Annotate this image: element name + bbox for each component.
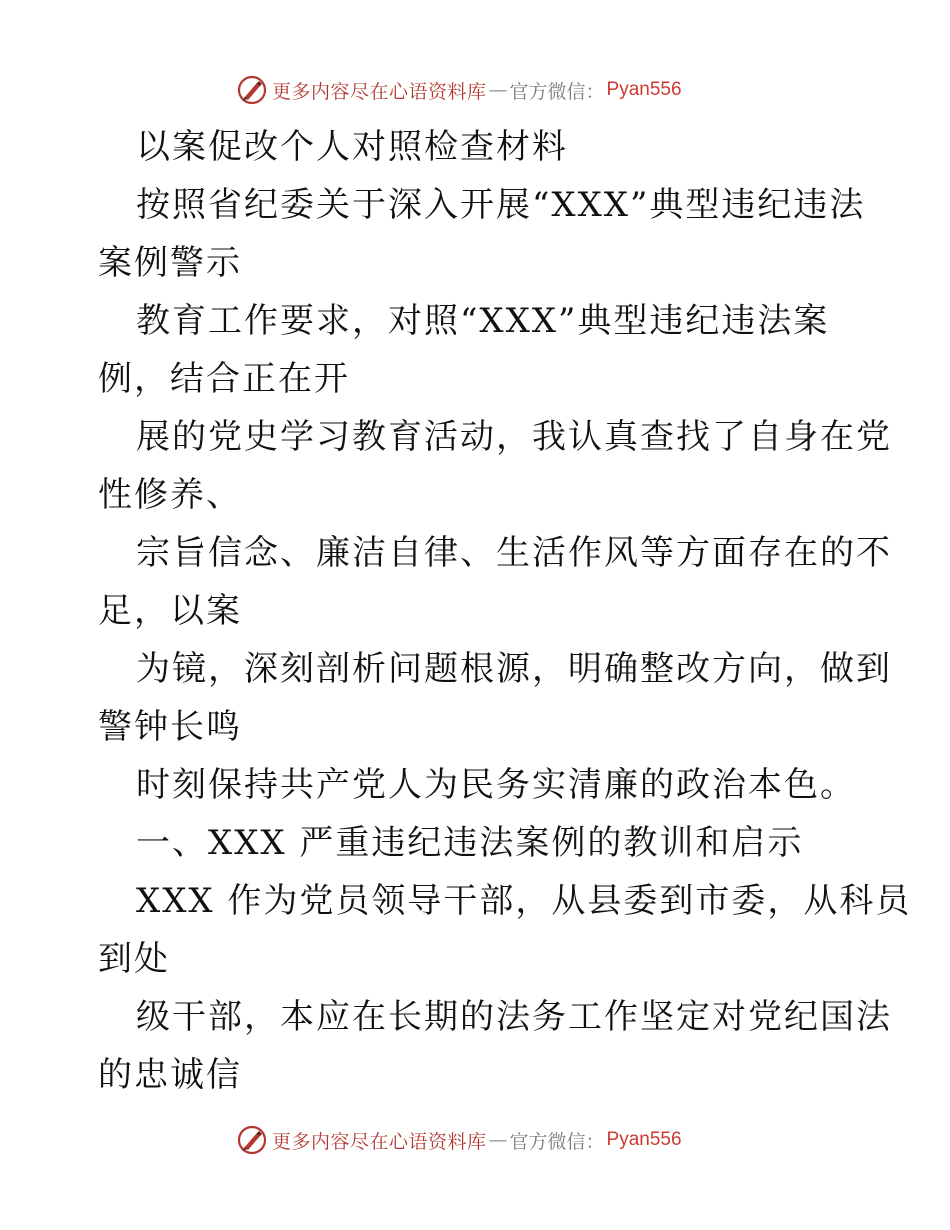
pen-logo-icon	[236, 74, 268, 106]
watermark-wechat-id: Pyan556	[606, 79, 682, 100]
watermark-separator: —	[488, 79, 508, 101]
paragraph-line: 足，以案	[98, 591, 242, 631]
paragraph-line: 按照省纪委关于深入开展“XXX”典型违纪违法	[136, 185, 866, 225]
paragraph-line: 时刻保持共产党人为民务实清廉的政治本色。	[136, 765, 856, 805]
watermark-official-label: 官方微信：	[509, 80, 605, 103]
paragraph-line: 性修养、	[98, 475, 242, 515]
watermark-official-label: 官方微信：	[509, 1130, 605, 1153]
paragraph-line: 展的党史学习教育活动，我认真查找了自身在党	[136, 417, 892, 457]
footer-watermark	[236, 1124, 682, 1156]
paragraph-line: 到处	[98, 939, 170, 979]
pen-logo-icon	[236, 1124, 268, 1156]
paragraph-line: 教育工作要求，对照“XXX”典型违纪违法案	[136, 301, 830, 341]
paragraph-line: 例，结合正在开	[98, 359, 350, 399]
paragraph-line: 为镜，深刻剖析问题根源，明确整改方向，做到	[136, 649, 892, 689]
watermark-brand: 更多内容尽在心语资料库	[272, 80, 487, 103]
paragraph-line: 宗旨信念、廉洁自律、生活作风等方面存在的不	[136, 533, 892, 573]
paragraph-line: XXX 作为党员领导干部，从县委到市委，从科员	[136, 881, 912, 921]
section-heading: 一、XXX 严重违纪违法案例的教训和启示	[136, 823, 804, 863]
paragraph-line: 级干部，本应在长期的法务工作坚定对党纪国法	[136, 997, 892, 1037]
document-title: 以案促改个人对照检查材料	[136, 127, 568, 167]
watermark-wechat-id: Pyan556	[606, 1129, 682, 1150]
watermark-separator: —	[488, 1129, 508, 1151]
paragraph-line: 警钟长鸣	[98, 707, 242, 747]
paragraph-line: 案例警示	[98, 243, 242, 283]
paragraph-line: 的忠诚信	[98, 1055, 242, 1095]
header-watermark	[236, 74, 682, 106]
watermark-brand: 更多内容尽在心语资料库	[272, 1130, 487, 1153]
